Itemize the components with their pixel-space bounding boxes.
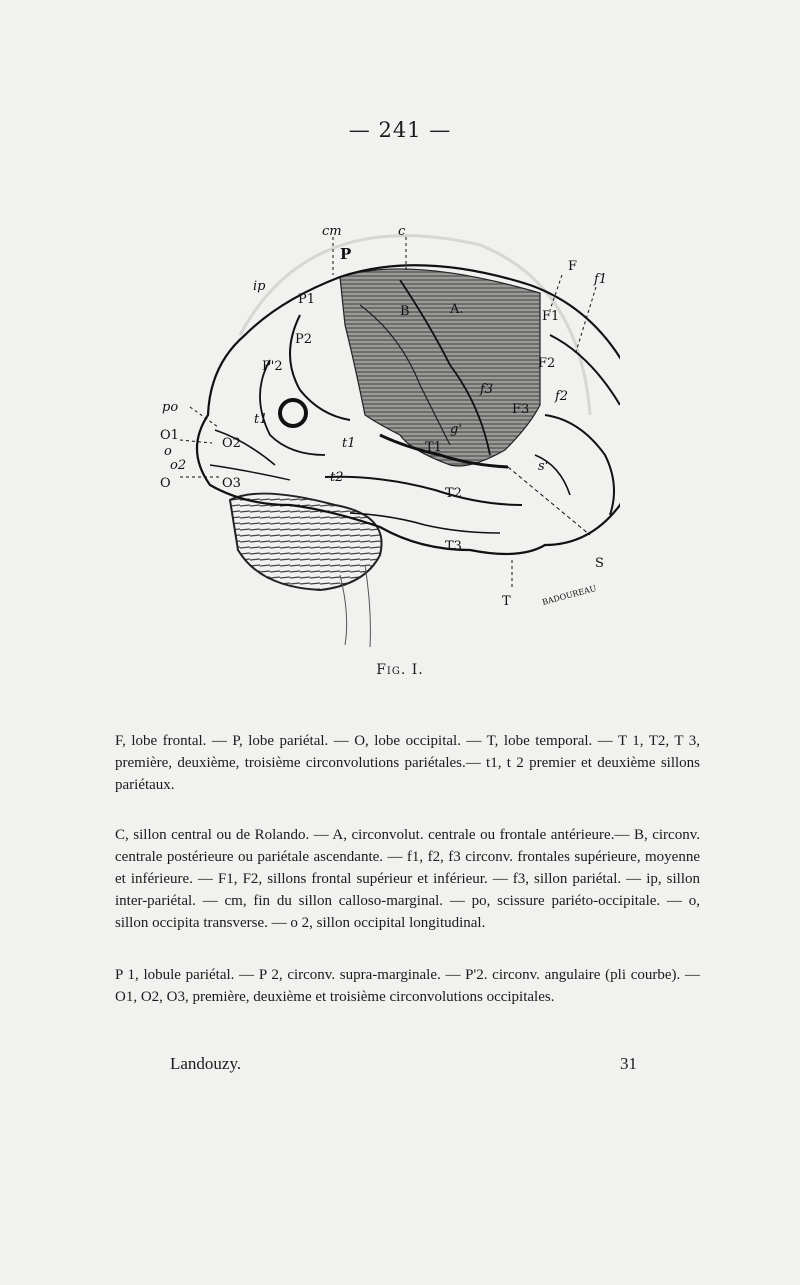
label-t2: t2	[330, 470, 344, 485]
label-A: A.	[450, 302, 464, 317]
label-O2: O2	[222, 436, 241, 451]
label-f2: f2	[555, 389, 569, 404]
legend-paragraph-lobes: F, lobe frontal. — P, lobe pariétal. — O, lobe occipital. — T, lobe temporal. — T 1, T2, T 3, première, deuxième, troisième circonvolutions pariétales.— t1, t 2 premier et deuxième sillons pariétaux.	[115, 733, 700, 793]
label-s-prime: s'	[538, 459, 549, 474]
label-O1: O1	[160, 428, 179, 443]
label-f3: f3	[480, 382, 494, 397]
page-number: — 241 —	[348, 118, 452, 142]
label-P1: P1	[298, 292, 316, 307]
label-t1b: t1	[342, 436, 356, 451]
printer-signature: Landouzy.	[170, 1054, 242, 1073]
legend-paragraph-parietal: P 1, lobule pariétal. — P 2, circonv. supra-marginale. — P'2. circonv. angulaire (pli courbe). — O1, O2, O3, première, deuxième et troisième circonvolutions occipitales.	[115, 967, 700, 1005]
label-F: F	[568, 259, 578, 274]
label-P: P	[340, 245, 352, 263]
brain-illustration	[150, 215, 620, 655]
hatched-central-region	[340, 269, 540, 466]
label-T1: T1	[425, 440, 442, 455]
label-t1: t1	[254, 412, 268, 427]
lesion-marker	[280, 400, 306, 426]
label-O: O	[160, 476, 171, 491]
label-ip: ip	[253, 279, 266, 294]
label-T3: T3	[445, 539, 462, 554]
label-B: B	[400, 304, 410, 319]
label-O3: O3	[222, 476, 241, 491]
label-g: g'	[450, 422, 462, 437]
label-P2prime: P'2	[262, 359, 283, 374]
figure-caption: Fig. I.	[376, 662, 424, 678]
label-P2: P2	[295, 332, 313, 347]
legend-paragraph-sulci: C, sillon central ou de Rolando. — A, circonvolut. centrale ou frontale antérieure.— B, circonv. centrale postérieure ou pariétale ascendante. — f1, f2, f3 circonv. frontales supérieure, moyenne et inférieure. — F1, F2, sillons frontal supérieur et inférieur. — f3, sillon pariétal. — ip, sillon inter-pariétal. — cm, fin du sillon calloso-marginal. — po, scissure pariéto-occipitale. — o, sillon occipita transverse. — o 2, sillon occipital longitudinal.	[115, 827, 700, 931]
label-o2: o2	[170, 458, 187, 473]
label-S: S	[595, 556, 604, 571]
label-o: o	[164, 444, 172, 459]
label-c: c	[398, 224, 406, 239]
label-F1: F1	[542, 309, 560, 324]
label-cm: cm	[322, 224, 342, 239]
label-T: T	[502, 594, 511, 609]
label-T2: T2	[445, 486, 462, 501]
label-F2: F2	[538, 356, 556, 371]
brain-figure	[150, 215, 620, 655]
label-Fz: F3	[512, 402, 530, 417]
engraver-signature: BADOUREAU	[541, 583, 598, 607]
sheet-number: 31	[620, 1054, 637, 1073]
label-f1: f1	[594, 272, 608, 287]
label-po: po	[162, 400, 179, 415]
